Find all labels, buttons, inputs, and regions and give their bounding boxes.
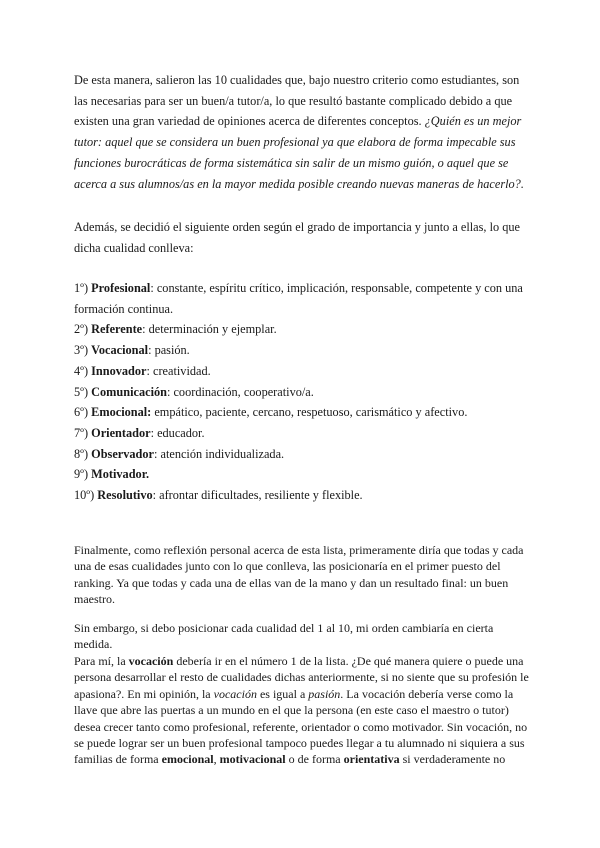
quality-name: Comunicación bbox=[91, 384, 167, 399]
quality-name: Observador bbox=[91, 446, 154, 461]
list-item: 6º) Emocional: empático, paciente, cercano, respetuoso, carismático y afectivo. bbox=[74, 405, 468, 420]
list-item: 5º) Comunicación: coordinación, cooperativo/a. bbox=[74, 384, 314, 399]
list-item: 4º) Innovador: creatividad. bbox=[74, 363, 211, 378]
quality-name: Innovador bbox=[91, 363, 147, 378]
quality-desc: : educador. bbox=[150, 425, 205, 440]
quality-desc: : creatividad. bbox=[146, 363, 211, 378]
quality-desc: : atención individualizada. bbox=[154, 446, 285, 461]
conclusion-paragraph: Finalmente, como reflexión personal acerca de esta lista, primeramente diría que todas y cada una de esas cualidades junto con lo que conlleva, las posicionaría en el primer puesto del ranking. Ya que todas y cada una de ellas van de la mano y dan un resultado final: un buen maestro. bbox=[74, 543, 524, 607]
quality-desc: : determinación y ejemplar. bbox=[142, 322, 277, 337]
intro-question: ¿Quién es un mejor tutor: aquel que se considera un buen profesional ya que elabora de forma impecable sus funciones burocráticas de forma sistemática sin salir de un mismo guión, o aquel que se acerca a sus alumnos/as en la mayor medida posible creando nuevas maneras de hacerlo?. bbox=[74, 114, 524, 191]
list-item: 2º) Referente: determinación y ejemplar. bbox=[74, 322, 277, 337]
list-item: 10º) Resolutivo: afrontar dificultades, resiliente y flexible. bbox=[74, 488, 363, 503]
quality-desc: empático, paciente, cercano, respetuoso, carismático y afectivo. bbox=[151, 405, 468, 420]
qualities-list bbox=[74, 278, 534, 506]
quality-desc: : constante, espíritu crítico, implicación, responsable, competente y con una formación continua. bbox=[74, 281, 523, 316]
quality-name: Motivador. bbox=[91, 467, 150, 482]
list-item: 1º) Profesional: constante, espíritu crítico, implicación, responsable, competente y con una formación continua. bbox=[74, 281, 523, 316]
quality-name: Emocional: bbox=[91, 405, 152, 420]
intro-paragraph bbox=[74, 70, 534, 194]
quality-name: Resolutivo bbox=[97, 488, 153, 503]
list-item: 9º) Motivador. bbox=[74, 467, 150, 482]
quality-name: Profesional bbox=[91, 281, 151, 295]
quality-desc: : pasión. bbox=[148, 343, 190, 358]
however-paragraph: Sin embargo, si debo posicionar cada cualidad del 1 al 10, mi orden cambiaría en cierta medida. bbox=[74, 621, 494, 652]
vocation-paragraph: Para mí, la vocación debería ir en el número 1 de la lista. ¿De qué manera quiere o puede una persona desarrollar el resto de cualidades dichas anteriormente, si no siente que su profesión le apasiona?. En mi opinión, la vocación es igual a pasión. La vocación debería verse como la llave que abre las puertas a un mundo en el que la persona (en este caso el maestro o tutor) desea crecer tanto como profesional, referente, orientador o como motivador. Sin vocación, no se puede lograr ser un buen profesional tampoco puedes llegar a tu alumnado ni siquiera a sus familias de forma emocional, motivacional o de forma orientativa si verdaderamente no bbox=[74, 654, 529, 767]
quality-name: Referente bbox=[91, 322, 143, 337]
order-intro-paragraph: Además, se decidió el siguiente orden según el grado de importancia y junto a ellas, lo que dicha cualidad conlleva: bbox=[74, 220, 520, 255]
list-item: 8º) Observador: atención individualizada. bbox=[74, 446, 285, 461]
list-item: 3º) Vocacional: pasión. bbox=[74, 343, 190, 358]
quality-name: Orientador bbox=[91, 425, 151, 440]
quality-name: Vocacional bbox=[91, 343, 149, 358]
quality-desc: : coordinación, cooperativo/a. bbox=[166, 384, 314, 399]
list-item: 7º) Orientador: educador. bbox=[74, 425, 205, 440]
intro-text: De esta manera, salieron las 10 cualidades que, bajo nuestro criterio como estudiantes, son las necesarias para ser un buen/a tutor/a, lo que resultó bastante complicado debido a que existen una gran variedad de opiniones acerca de diferentes conceptos. bbox=[74, 73, 520, 129]
quality-desc: : afrontar dificultades, resiliente y flexible. bbox=[152, 488, 363, 503]
